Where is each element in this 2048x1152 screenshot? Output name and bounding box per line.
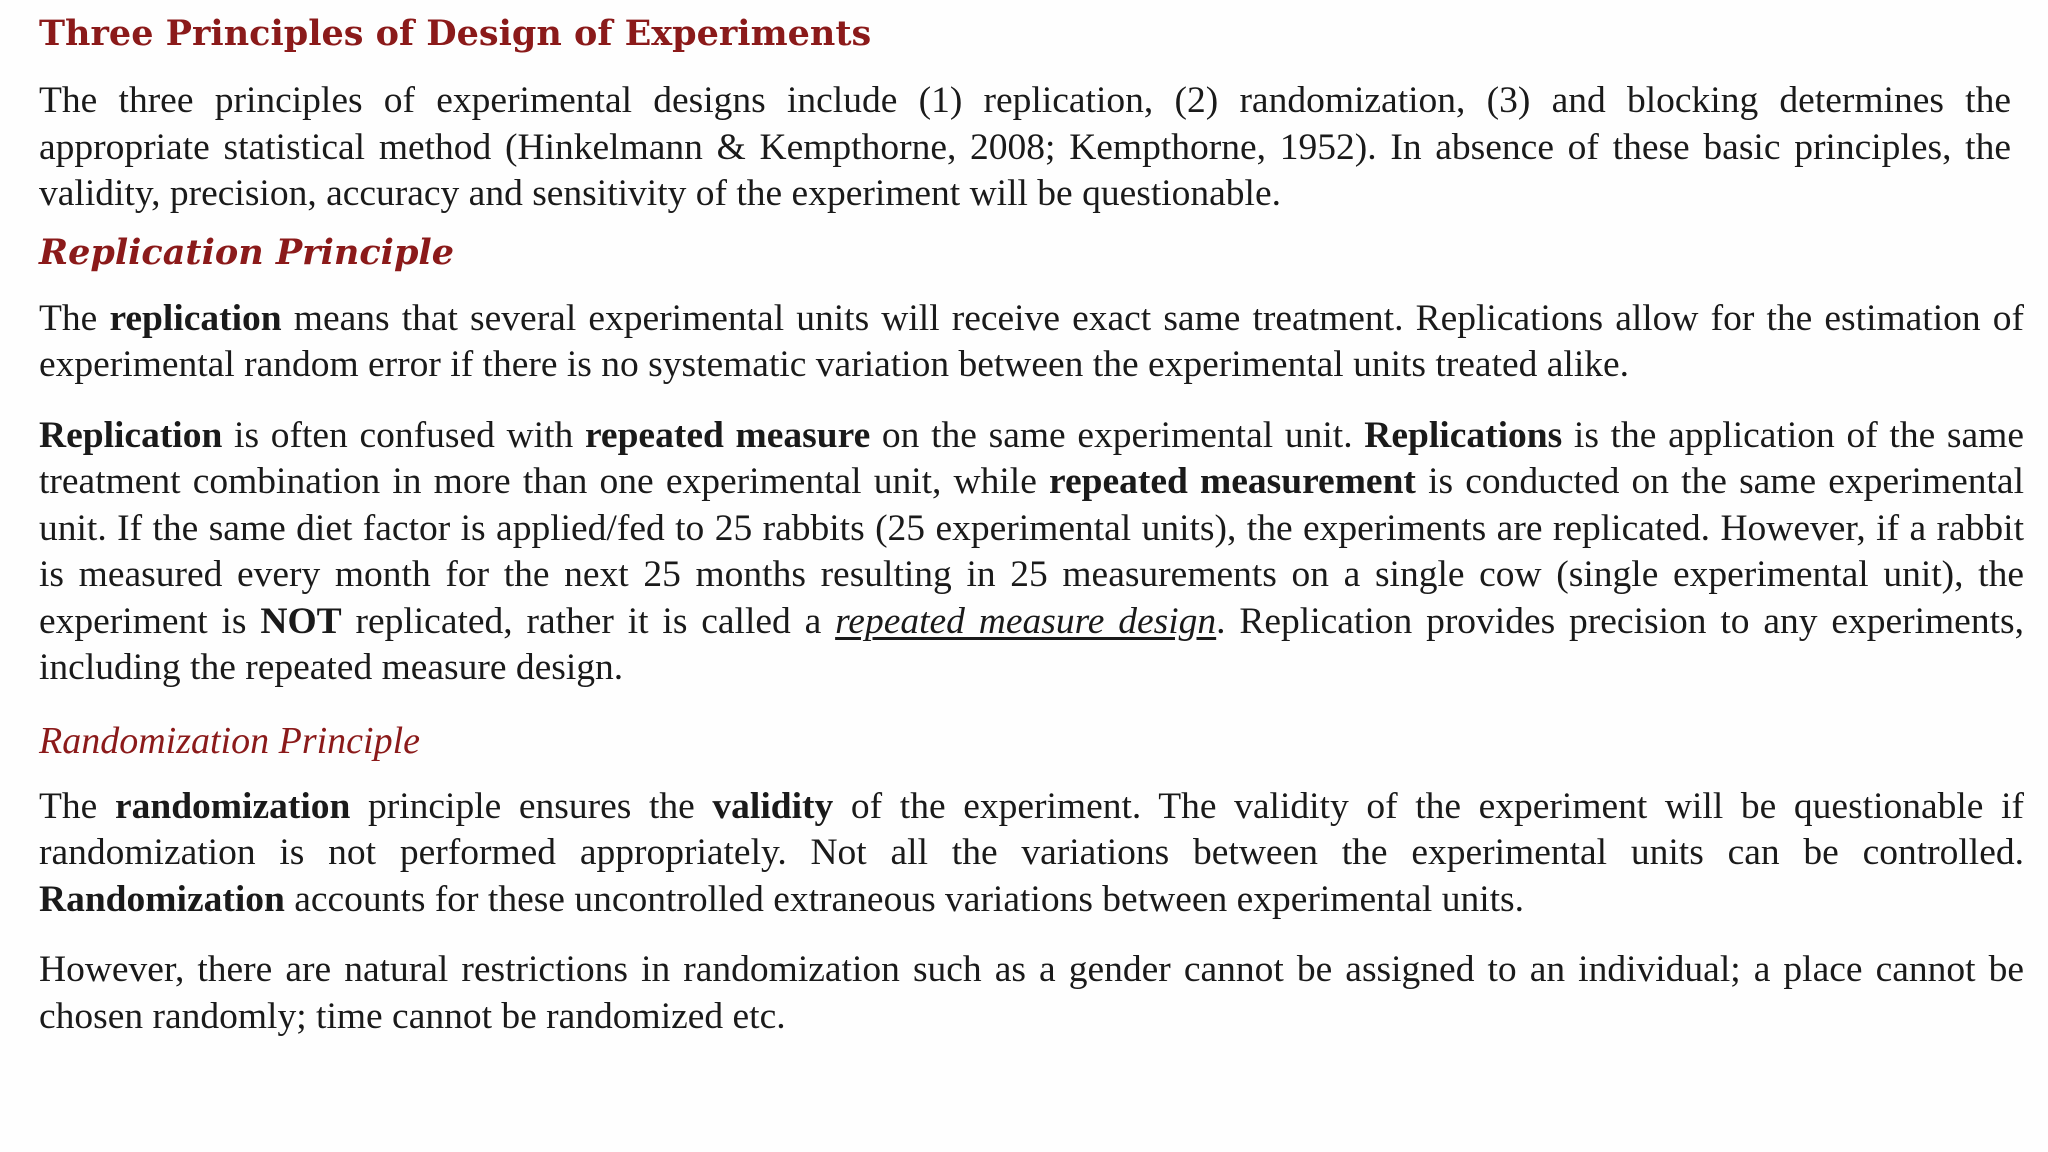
text-run: means that several experimental units will receive exact same treatment. Replications allow for the estimation of experimental random error if there is no systematic variation between the experimental units treated alike. xyxy=(39,297,2024,385)
text-run: The xyxy=(39,785,115,827)
randomization-paragraph-1 xyxy=(39,784,2024,924)
text-run: on the same experimental unit. xyxy=(870,414,1365,456)
bold-term-repeated-measurement: repeated measurement xyxy=(1049,461,1416,502)
text-run: is often confused with xyxy=(222,414,585,456)
page-title: Three Principles of Design of Experiments xyxy=(39,13,872,54)
text-run: The xyxy=(39,297,110,339)
bold-term-not: NOT xyxy=(260,600,342,642)
replication-paragraph-1 xyxy=(39,296,2024,389)
bold-term-validity: validity xyxy=(712,785,834,827)
bold-term-repeated-measure: repeated measure xyxy=(584,414,871,456)
replication-paragraph-2 xyxy=(39,413,2024,692)
text-run: principle ensures the xyxy=(350,785,713,827)
bold-term-randomization: randomization xyxy=(114,785,351,827)
text-run: is the application of the same treatment combination in more than one experimental unit, while xyxy=(39,414,2024,502)
text-run: accounts for these uncontrolled extraneous variations between experimental units. xyxy=(284,878,1525,920)
randomization-paragraph-2: However, there are natural restrictions in randomization such as a gender cannot be assigned to an individual; a place cannot be chosen randomly; time cannot be randomized etc. xyxy=(39,949,2024,1037)
text-run: is conducted on the same experimental unit. If the same diet factor is applied/fed to 25 rabbits (25 experimental units), the experiments are replicated. However, if a rabbit is measured every month for the next 25 months resulting in 25 measurements on a single cow (single experimental unit), the experiment is xyxy=(39,461,2024,642)
text-run: of the experiment. The validity of the experiment will be questionable if randomization is not performed appropriately. Not all the variations between the experimental units can be controlled. xyxy=(39,785,2024,873)
bold-term-randomization: Randomization xyxy=(39,878,285,920)
bold-term-replication: replication xyxy=(109,297,282,339)
section-heading-replication: Replication Principle xyxy=(39,231,454,273)
bold-term-replication: Replication xyxy=(39,414,223,456)
repeated-measure-design-link[interactable]: repeated measure design xyxy=(835,600,1217,642)
bold-term-replications: Replications xyxy=(1364,414,1563,456)
text-run: . Replication provides precision to any experiments, including the repeated measure design. xyxy=(39,600,2024,688)
text-run: replicated, rather it is called a xyxy=(341,600,836,642)
intro-paragraph: The three principles of experimental designs include (1) replication, (2) randomization, (3) and blocking determines the appropriate statistical method (Hinkelmann & Kempthorne, 2008; Kempthorne, 1952). In absence of these basic principles, the validity, precision, accuracy and sensitivity of the experiment will be questionable. xyxy=(39,80,2011,214)
section-heading-randomization: Randomization Principle xyxy=(39,719,421,762)
